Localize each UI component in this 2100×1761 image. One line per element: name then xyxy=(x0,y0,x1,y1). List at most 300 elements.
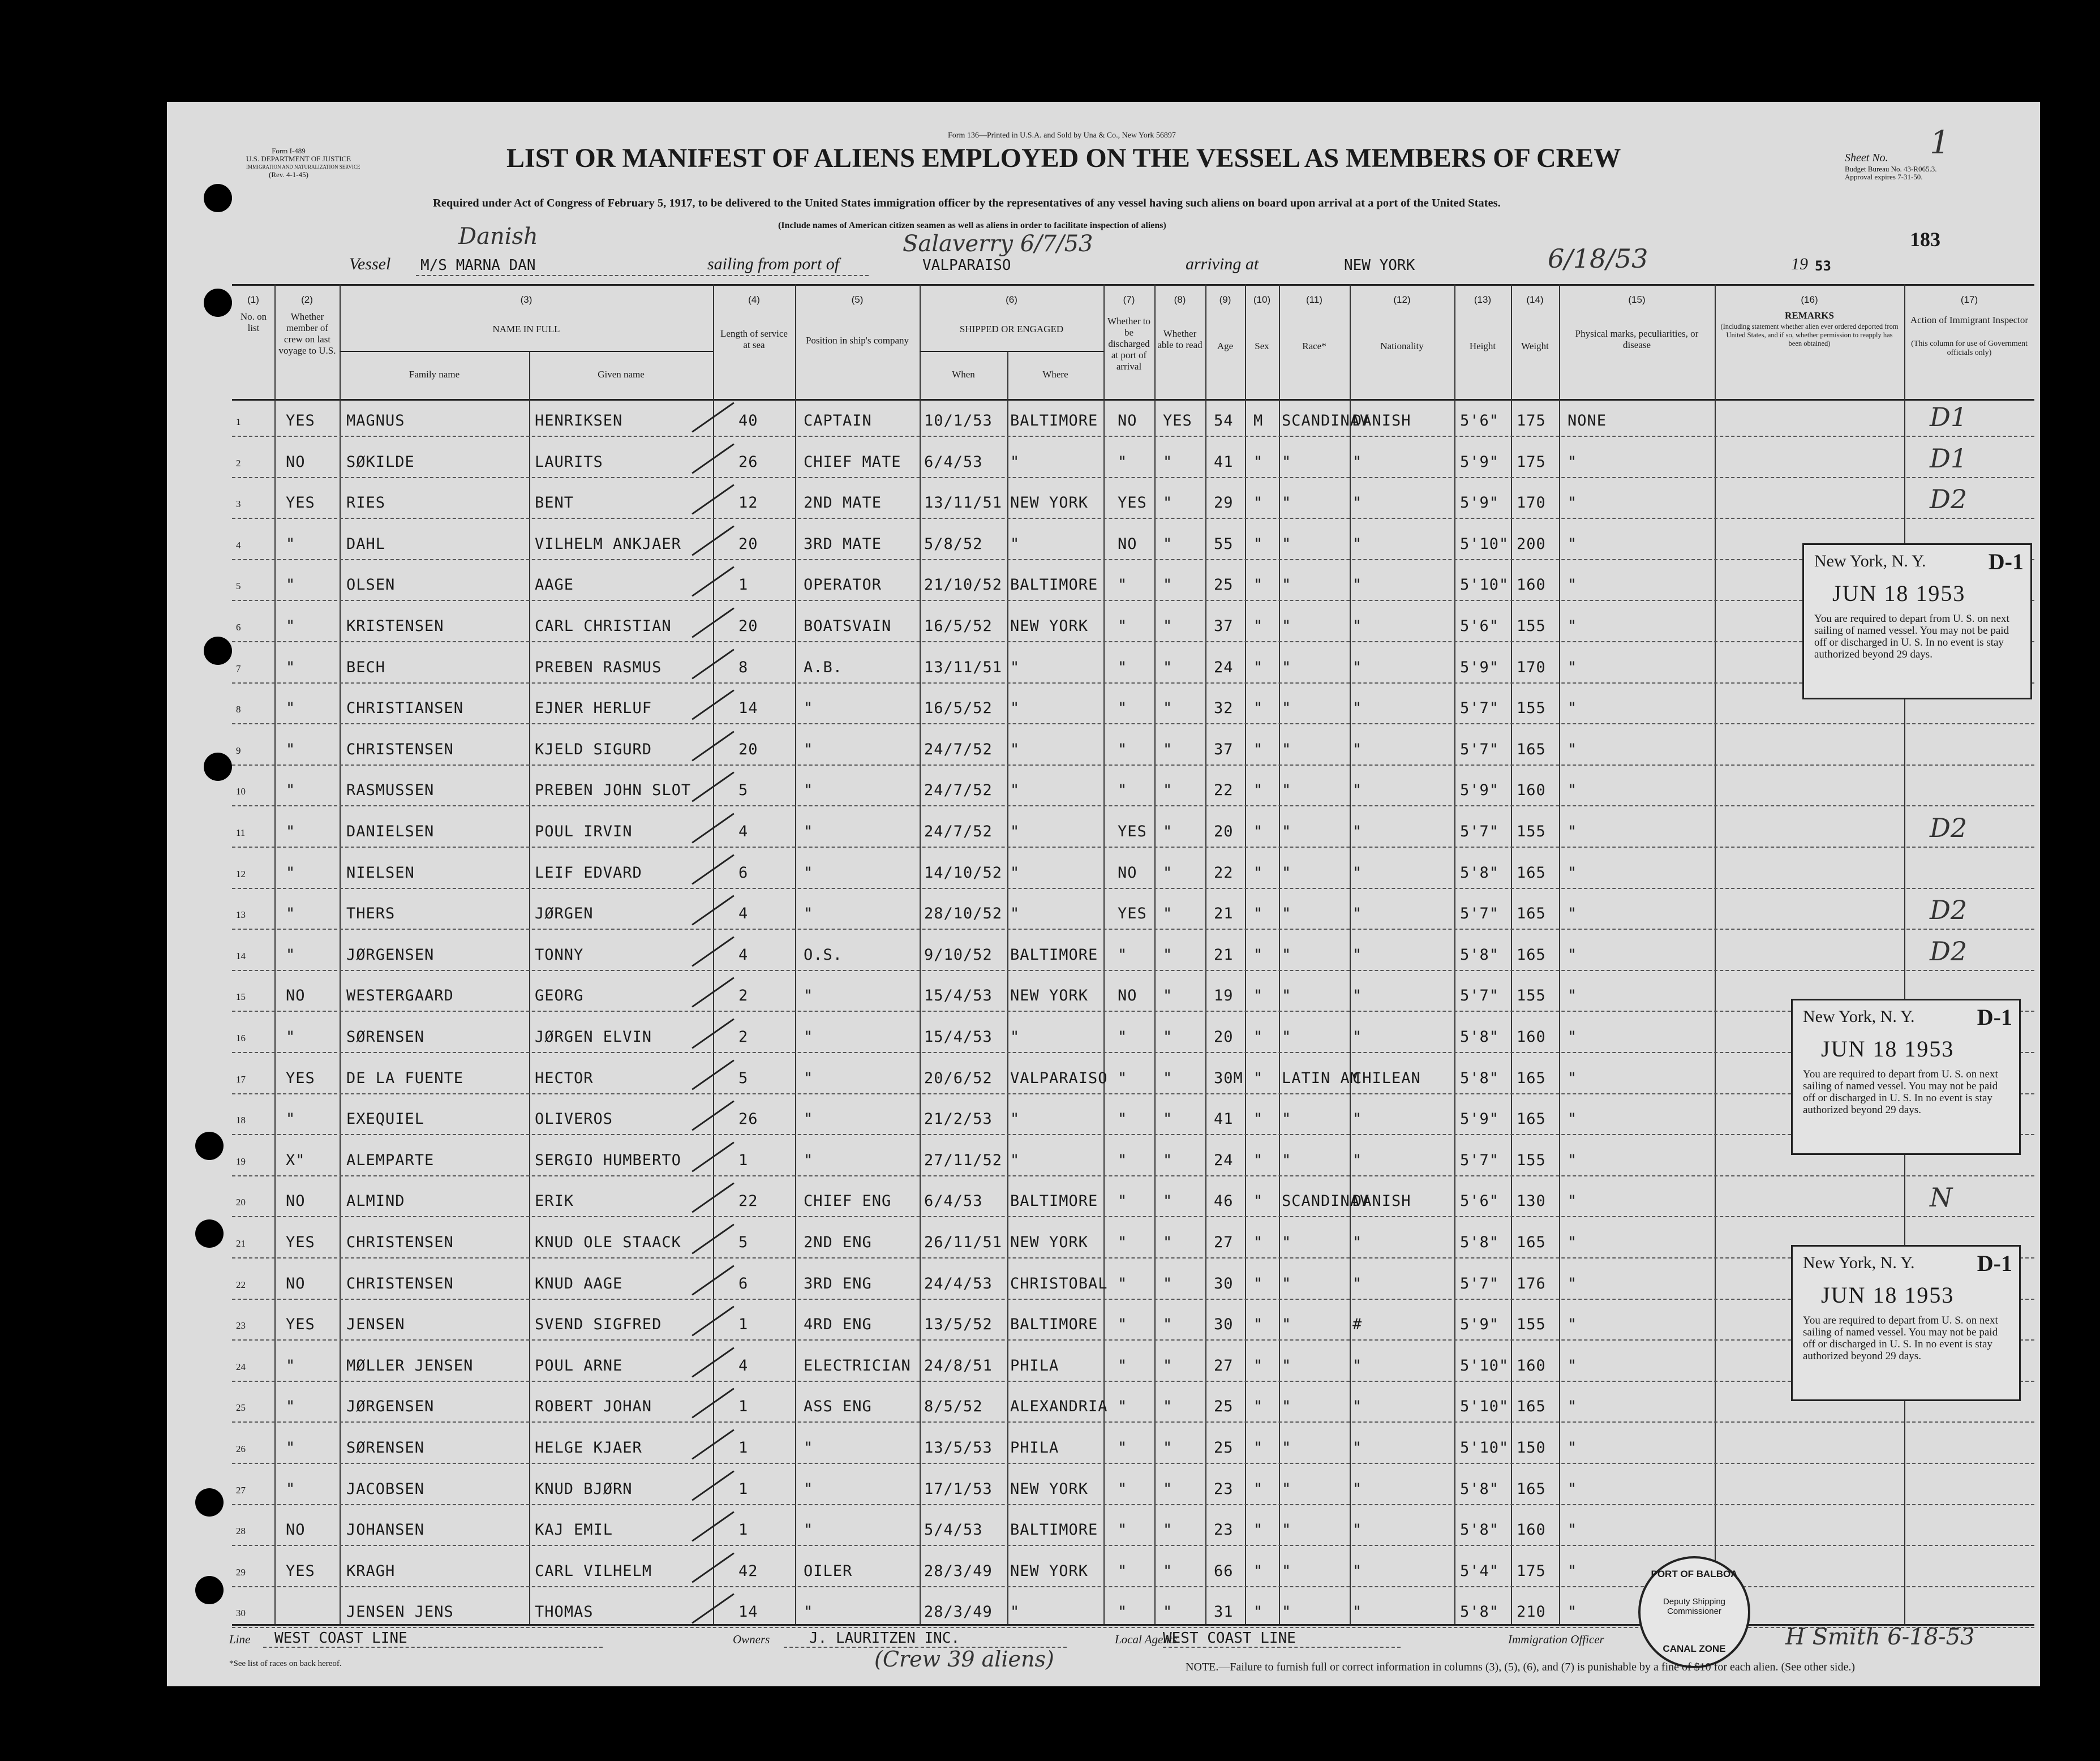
cell-discharged: " xyxy=(1118,1521,1128,1539)
cell-prev: " xyxy=(286,781,296,799)
col-header-service: Length of service at sea xyxy=(720,328,788,350)
col-divider xyxy=(713,284,714,1624)
row-rule xyxy=(232,1586,2034,1587)
line-value: WEST COAST LINE xyxy=(274,1630,407,1647)
col-header-given: Given name xyxy=(598,369,645,380)
cell-age: 66 xyxy=(1214,1562,1234,1580)
cell-given: ROBERT JOHAN xyxy=(535,1398,652,1415)
cell-position: CHIEF MATE xyxy=(804,453,901,471)
cell-given: OLIVEROS xyxy=(535,1110,613,1128)
cell-weight: 170 xyxy=(1517,659,1546,676)
cell-where: VALPARAISO xyxy=(1010,1070,1108,1087)
cell-weight: 165 xyxy=(1517,864,1546,882)
cell-position: " xyxy=(804,1110,814,1128)
cell-where: BALTIMORE xyxy=(1010,946,1098,964)
cell-when: 16/5/52 xyxy=(924,617,993,635)
cell-position: OILER xyxy=(804,1562,853,1580)
cell-race: " xyxy=(1282,946,1292,964)
cell-height: 5'8" xyxy=(1460,1480,1500,1498)
cell-position: ASS ENG xyxy=(804,1398,872,1415)
cell-marks: " xyxy=(1568,905,1578,922)
col-header-shipped: SHIPPED OR ENGAGED xyxy=(959,324,1064,334)
cell-position: 4RD ENG xyxy=(804,1316,872,1333)
cell-read: " xyxy=(1163,1152,1173,1169)
row-rule xyxy=(232,1627,2034,1628)
form-id-block: Form I-489 U.S. DEPARTMENT OF JUSTICE IMMIGRATION AND NATURALIZATION SERVICE (Rev. 4-1-45) xyxy=(246,147,360,179)
cell-position: O.S. xyxy=(804,946,843,964)
row-rule xyxy=(232,1463,2034,1464)
cell-prev: " xyxy=(286,699,296,717)
cell-height: 5'8" xyxy=(1460,1234,1500,1251)
cell-position: ELECTRICIAN xyxy=(804,1357,911,1375)
row-number: 24 xyxy=(236,1361,246,1372)
row-rule xyxy=(232,559,2034,560)
cell-height: 5'8" xyxy=(1460,946,1500,964)
cell-weight: 155 xyxy=(1517,823,1546,840)
cell-prev: " xyxy=(286,1480,296,1498)
cell-sex: " xyxy=(1253,1480,1264,1498)
cell-given: ERIK xyxy=(535,1192,574,1210)
cell-age: 46 xyxy=(1214,1192,1234,1210)
cell-position: " xyxy=(804,781,814,799)
cell-when: 10/1/53 xyxy=(924,412,993,429)
cell-weight: 130 xyxy=(1517,1192,1546,1210)
cell-nationality: " xyxy=(1352,699,1363,717)
cell-family: CHRISTENSEN xyxy=(346,1275,454,1292)
cell-when: 24/7/52 xyxy=(924,823,993,840)
cell-given: LAURITS xyxy=(535,453,603,471)
cell-discharged: " xyxy=(1118,1152,1128,1169)
cell-given: HELGE KJAER xyxy=(535,1439,642,1457)
cell-sex: " xyxy=(1253,494,1264,512)
cell-read: " xyxy=(1163,741,1173,758)
cell-read: " xyxy=(1163,1028,1173,1046)
col-num: (7) xyxy=(1123,294,1135,305)
cell-race: " xyxy=(1282,699,1292,717)
cell-sex: " xyxy=(1253,946,1264,964)
port-note: Salaverry 6/7/53 xyxy=(903,231,1093,257)
row-rule xyxy=(232,1257,2034,1259)
col-header-weight: Weight xyxy=(1521,341,1549,351)
cell-race: " xyxy=(1282,659,1292,676)
cell-discharged: NO xyxy=(1118,412,1137,429)
cell-read: " xyxy=(1163,905,1173,922)
cell-family: SØRENSEN xyxy=(346,1439,425,1457)
cell-age: 41 xyxy=(1214,1110,1234,1128)
cell-age: 25 xyxy=(1214,1439,1234,1457)
cell-marks: " xyxy=(1568,1439,1578,1457)
cell-marks: " xyxy=(1568,576,1578,594)
cell-given: CARL VILHELM xyxy=(535,1562,652,1580)
cell-marks: " xyxy=(1568,987,1578,1004)
cell-sex: " xyxy=(1253,1152,1264,1169)
cell-where: " xyxy=(1010,699,1020,717)
cell-marks: " xyxy=(1568,1521,1578,1539)
cell-family: RIES xyxy=(346,494,386,512)
cell-read: " xyxy=(1163,494,1173,512)
cell-height: 5'4" xyxy=(1460,1562,1500,1580)
cell-race: " xyxy=(1282,494,1292,512)
cell-family: RASMUSSEN xyxy=(346,781,435,799)
col-header-position: Position in ship's company xyxy=(805,335,909,346)
cell-read: " xyxy=(1163,1398,1173,1415)
cell-when: 28/3/49 xyxy=(924,1603,993,1621)
binder-hole xyxy=(204,184,232,212)
cell-discharged: " xyxy=(1118,1070,1128,1087)
cell-weight: 200 xyxy=(1517,535,1546,553)
cell-sex: " xyxy=(1253,1070,1264,1087)
cell-height: 5'8" xyxy=(1460,1028,1500,1046)
cell-where: NEW YORK xyxy=(1010,1562,1089,1580)
cell-when: 28/10/52 xyxy=(924,905,1003,922)
cell-race: " xyxy=(1282,1152,1292,1169)
cell-nationality: " xyxy=(1352,1234,1363,1251)
cell-nationality: CHILEAN xyxy=(1352,1070,1421,1087)
cell-sex: " xyxy=(1253,1521,1264,1539)
cell-nationality: DANISH xyxy=(1352,412,1411,429)
agents-rule xyxy=(1163,1647,1401,1648)
cell-marks: " xyxy=(1568,823,1578,840)
crew-note: (Crew 39 aliens) xyxy=(874,1647,1054,1672)
required-line: Required under Act of Congress of February 5, 1917, to be delivered to the United States immigration officer by the representatives of any vessel having such aliens on board upon arrival at a port of the United States. xyxy=(433,197,1501,209)
cell-when: 21/2/53 xyxy=(924,1110,993,1128)
cell-sex: " xyxy=(1253,659,1264,676)
cell-prev: " xyxy=(286,1439,296,1457)
binder-hole xyxy=(204,289,232,317)
cell-where: NEW YORK xyxy=(1010,494,1089,512)
cell-given: LEIF EDVARD xyxy=(535,864,642,882)
agents-value: WEST COAST LINE xyxy=(1163,1630,1296,1647)
col-divider xyxy=(529,351,530,1624)
cell-discharged: " xyxy=(1118,946,1128,964)
cell-family: DANIELSEN xyxy=(346,823,435,840)
row-rule xyxy=(232,1134,2034,1135)
cell-given: JØRGEN ELVIN xyxy=(535,1028,652,1046)
col-divider xyxy=(920,284,921,1624)
inspection-stamp: New York, N. Y. D-1 JUN 18 1953 You are required to depart from U. S. on next sailing of named vessel. You may not be paid off or discharged in U. S. In no event is stay authorized beyond 29 days. xyxy=(1791,999,2021,1155)
cell-nationality: " xyxy=(1352,453,1363,471)
col-divider xyxy=(1103,284,1105,1624)
table-bottom-rule xyxy=(232,1624,2034,1626)
row-number: 2 xyxy=(236,458,241,469)
col-num: (11) xyxy=(1306,294,1322,305)
row-rule xyxy=(232,1299,2034,1300)
col-divider xyxy=(1205,284,1206,1624)
col-divider xyxy=(340,284,341,1624)
cell-sex: " xyxy=(1253,576,1264,594)
cell-when: 8/5/52 xyxy=(924,1398,983,1415)
cell-sex: " xyxy=(1253,535,1264,553)
vessel-rule xyxy=(416,275,869,276)
sheet-label: Sheet No. xyxy=(1845,152,1888,164)
include-line: (Include names of American citizen seamen as well as aliens in order to facilitate inspection of aliens) xyxy=(778,221,1166,230)
col-num: (8) xyxy=(1174,294,1186,305)
cell-read: " xyxy=(1163,1192,1173,1210)
table-top-rule xyxy=(232,284,2034,286)
cell-race: " xyxy=(1282,1521,1292,1539)
cell-race: " xyxy=(1282,1439,1292,1457)
cell-nationality: " xyxy=(1352,905,1363,922)
cell-discharged: " xyxy=(1118,1439,1128,1457)
cell-service: 5 xyxy=(738,1234,749,1251)
cell-where: BALTIMORE xyxy=(1010,1316,1098,1333)
cell-family: NIELSEN xyxy=(346,864,415,882)
manifest-sheet xyxy=(167,102,2040,1686)
cell-nationality: " xyxy=(1352,1110,1363,1128)
col-header-race: Race* xyxy=(1302,341,1326,351)
cell-where: NEW YORK xyxy=(1010,1480,1089,1498)
race-note: *See list of races on back hereof. xyxy=(229,1659,342,1668)
cell-nationality: " xyxy=(1352,987,1363,1004)
cell-sex: " xyxy=(1253,741,1264,758)
cell-prev: X" xyxy=(286,1152,306,1169)
col-num: (16) xyxy=(1801,294,1818,305)
cell-prev: " xyxy=(286,576,296,594)
cell-nationality: " xyxy=(1352,781,1363,799)
arriving-label: arriving at xyxy=(1186,255,1259,273)
cell-family: JØRGENSEN xyxy=(346,1398,435,1415)
cell-family: SØRENSEN xyxy=(346,1028,425,1046)
cell-discharged: " xyxy=(1118,699,1128,717)
cell-family: JOHANSEN xyxy=(346,1521,425,1539)
cell-age: 31 xyxy=(1214,1603,1234,1621)
row-rule xyxy=(232,436,2034,437)
cell-where: " xyxy=(1010,1603,1020,1621)
cell-given: KNUD AAGE xyxy=(535,1275,623,1292)
row-rule xyxy=(232,723,2034,724)
cell-marks: " xyxy=(1568,781,1578,799)
cell-discharged: " xyxy=(1118,1480,1128,1498)
cell-where: BALTIMORE xyxy=(1010,1521,1098,1539)
cell-when: 16/5/52 xyxy=(924,699,993,717)
cell-position: A.B. xyxy=(804,659,843,676)
cell-height: 5'10" xyxy=(1460,1357,1509,1375)
col-num: (6) xyxy=(1006,294,1017,305)
cell-service: 6 xyxy=(738,1275,749,1292)
col-header-remarks-detail: (Including statement whether alien ever ordered deported from United States, and if so, whether permission to reapply has been obtained) xyxy=(1720,323,1899,347)
cell-position: " xyxy=(804,1603,814,1621)
cell-discharged: NO xyxy=(1118,987,1137,1004)
cell-prev: " xyxy=(286,946,296,964)
col-divider xyxy=(1279,284,1280,1624)
cell-height: 5'9" xyxy=(1460,453,1500,471)
row-number: 20 xyxy=(236,1197,246,1208)
cell-marks: " xyxy=(1568,1070,1578,1087)
cell-nationality: " xyxy=(1352,1439,1363,1457)
cell-given: POUL ARNE xyxy=(535,1357,623,1375)
cell-read: " xyxy=(1163,617,1173,635)
cell-when: 27/11/52 xyxy=(924,1152,1003,1169)
row-rule xyxy=(232,970,2034,971)
cell-service: 5 xyxy=(738,781,749,799)
cell-when: 13/5/52 xyxy=(924,1316,993,1333)
cell-family: THERS xyxy=(346,905,396,922)
inspector-action: D2 xyxy=(1930,936,1968,967)
cell-race: LATIN AM xyxy=(1282,1070,1360,1087)
row-number: 3 xyxy=(236,499,241,509)
cell-weight: 170 xyxy=(1517,494,1546,512)
cell-prev: " xyxy=(286,1357,296,1375)
cell-service: 2 xyxy=(738,1028,749,1046)
cell-prev: NO xyxy=(286,1192,306,1210)
cell-weight: 160 xyxy=(1517,1028,1546,1046)
cell-sex: " xyxy=(1253,864,1264,882)
cell-given: HENRIKSEN xyxy=(535,412,623,429)
cell-age: 23 xyxy=(1214,1521,1234,1539)
cell-marks: " xyxy=(1568,1562,1578,1580)
row-number: 25 xyxy=(236,1402,246,1413)
printer-line: Form 136—Printed in U.S.A. and Sold by Una & Co., New York 56897 xyxy=(948,131,1176,140)
cell-discharged: " xyxy=(1118,453,1128,471)
cell-prev: " xyxy=(286,864,296,882)
cell-when: 20/6/52 xyxy=(924,1070,993,1087)
cell-race: " xyxy=(1282,535,1292,553)
cell-weight: 155 xyxy=(1517,987,1546,1004)
cell-age: 27 xyxy=(1214,1357,1234,1375)
arrival-date: 6/18/53 xyxy=(1548,243,1648,274)
col-header-height: Height xyxy=(1469,341,1496,351)
row-number: 30 xyxy=(236,1608,246,1618)
cell-race: " xyxy=(1282,1275,1292,1292)
cell-nationality: " xyxy=(1352,1357,1363,1375)
cell-read: " xyxy=(1163,823,1173,840)
cell-discharged: " xyxy=(1118,576,1128,594)
cell-sex: " xyxy=(1253,905,1264,922)
cell-discharged: NO xyxy=(1118,864,1137,882)
cell-age: 29 xyxy=(1214,494,1234,512)
inspection-stamp: New York, N. Y. D-1 JUN 18 1953 You are required to depart from U. S. on next sailing of named vessel. You may not be paid off or discharged in U. S. In no event is stay authorized beyond 29 days. xyxy=(1802,543,2032,699)
cell-nationality: " xyxy=(1352,576,1363,594)
cell-position: " xyxy=(804,905,814,922)
cell-read: " xyxy=(1163,1275,1173,1292)
cell-when: 24/7/52 xyxy=(924,781,993,799)
cell-prev: YES xyxy=(286,1070,315,1087)
cell-service: 1 xyxy=(738,1316,749,1333)
cell-when: 15/4/53 xyxy=(924,1028,993,1046)
cell-height: 5'7" xyxy=(1460,1275,1500,1292)
cell-service: 40 xyxy=(738,412,758,429)
cell-weight: 175 xyxy=(1517,412,1546,429)
col-num: (1) xyxy=(247,294,259,305)
cell-when: 15/4/53 xyxy=(924,987,993,1004)
binder-hole xyxy=(195,1132,224,1160)
cell-sex: " xyxy=(1253,1439,1264,1457)
cell-when: 13/11/51 xyxy=(924,494,1003,512)
cell-marks: " xyxy=(1568,1234,1578,1251)
row-rule xyxy=(232,1381,2034,1382)
row-rule xyxy=(232,1421,2034,1423)
penalty-note: NOTE.—Failure to furnish full or correct information in columns (3), (5), (6), and (7) is punishable by a fine of $10 for each alien. (See other side.) xyxy=(1186,1661,1855,1673)
cell-position: " xyxy=(804,1028,814,1046)
cell-weight: 165 xyxy=(1517,1070,1546,1087)
cell-position: BOATSVAIN xyxy=(804,617,892,635)
col-header-no: No. on list xyxy=(240,311,267,333)
row-number: 6 xyxy=(236,622,241,633)
cell-family: BECH xyxy=(346,659,386,676)
port-from: VALPARAISO xyxy=(922,257,1011,274)
cell-height: 5'7" xyxy=(1460,699,1500,717)
cell-race: " xyxy=(1282,453,1292,471)
cell-height: 5'7" xyxy=(1460,823,1500,840)
cell-discharged: " xyxy=(1118,1603,1128,1621)
cell-prev: " xyxy=(286,659,296,676)
cell-prev: " xyxy=(286,905,296,922)
cell-service: 22 xyxy=(738,1192,758,1210)
cell-service: 1 xyxy=(738,1480,749,1498)
cell-sex: " xyxy=(1253,1603,1264,1621)
cell-weight: 160 xyxy=(1517,781,1546,799)
cell-age: 24 xyxy=(1214,659,1234,676)
cell-marks: " xyxy=(1568,1357,1578,1375)
cell-discharged: " xyxy=(1118,1357,1128,1375)
col-divider xyxy=(274,284,276,1624)
officer-label: Immigration Officer xyxy=(1508,1633,1604,1646)
cell-height: 5'7" xyxy=(1460,905,1500,922)
row-rule xyxy=(232,847,2034,848)
table-header-rule xyxy=(232,399,2034,401)
cell-discharged: " xyxy=(1118,1275,1128,1292)
cell-nationality: " xyxy=(1352,1398,1363,1415)
cell-read: " xyxy=(1163,1316,1173,1333)
row-number: 21 xyxy=(236,1238,246,1249)
row-number: 19 xyxy=(236,1156,246,1167)
row-rule xyxy=(232,1011,2034,1012)
cell-discharged: " xyxy=(1118,781,1128,799)
binder-hole xyxy=(195,1576,224,1604)
cell-read: " xyxy=(1163,1234,1173,1251)
cell-read: " xyxy=(1163,864,1173,882)
col-divider xyxy=(1245,284,1246,1624)
col-header-name: NAME IN FULL xyxy=(492,324,560,334)
col-divider xyxy=(1904,284,1905,1624)
inspector-action: D1 xyxy=(1930,402,1968,432)
cell-discharged: YES xyxy=(1118,494,1147,512)
cell-sex: " xyxy=(1253,1562,1264,1580)
row-rule xyxy=(232,518,2034,519)
cell-given: PREBEN JOHN SLOT xyxy=(535,781,692,799)
col-num: (17) xyxy=(1960,294,1978,305)
cell-given: KAJ EMIL xyxy=(535,1521,613,1539)
cell-position: CHIEF ENG xyxy=(804,1192,892,1210)
cell-given: SVEND SIGFRED xyxy=(535,1316,662,1333)
cell-position: 3RD MATE xyxy=(804,535,882,553)
cell-prev: " xyxy=(286,823,296,840)
cell-age: 32 xyxy=(1214,699,1234,717)
cell-race: " xyxy=(1282,864,1292,882)
cell-position: " xyxy=(804,1480,814,1498)
cell-position: " xyxy=(804,1521,814,1539)
name-subrule xyxy=(340,351,713,352)
cell-height: 5'9" xyxy=(1460,494,1500,512)
cell-read: " xyxy=(1163,1439,1173,1457)
cell-position: OPERATOR xyxy=(804,576,882,594)
cell-service: 20 xyxy=(738,535,758,553)
row-rule xyxy=(232,805,2034,806)
cell-position: " xyxy=(804,1070,814,1087)
cell-service: 14 xyxy=(738,699,758,717)
cell-height: 5'7" xyxy=(1460,1152,1500,1169)
cell-sex: " xyxy=(1253,1192,1264,1210)
cell-discharged: " xyxy=(1118,1398,1128,1415)
cell-weight: 160 xyxy=(1517,576,1546,594)
cell-where: " xyxy=(1010,905,1020,922)
cell-weight: 150 xyxy=(1517,1439,1546,1457)
cell-marks: " xyxy=(1568,1316,1578,1333)
cell-read: " xyxy=(1163,535,1173,553)
cell-where: BALTIMORE xyxy=(1010,1192,1098,1210)
cell-position: " xyxy=(804,823,814,840)
cell-position: " xyxy=(804,741,814,758)
